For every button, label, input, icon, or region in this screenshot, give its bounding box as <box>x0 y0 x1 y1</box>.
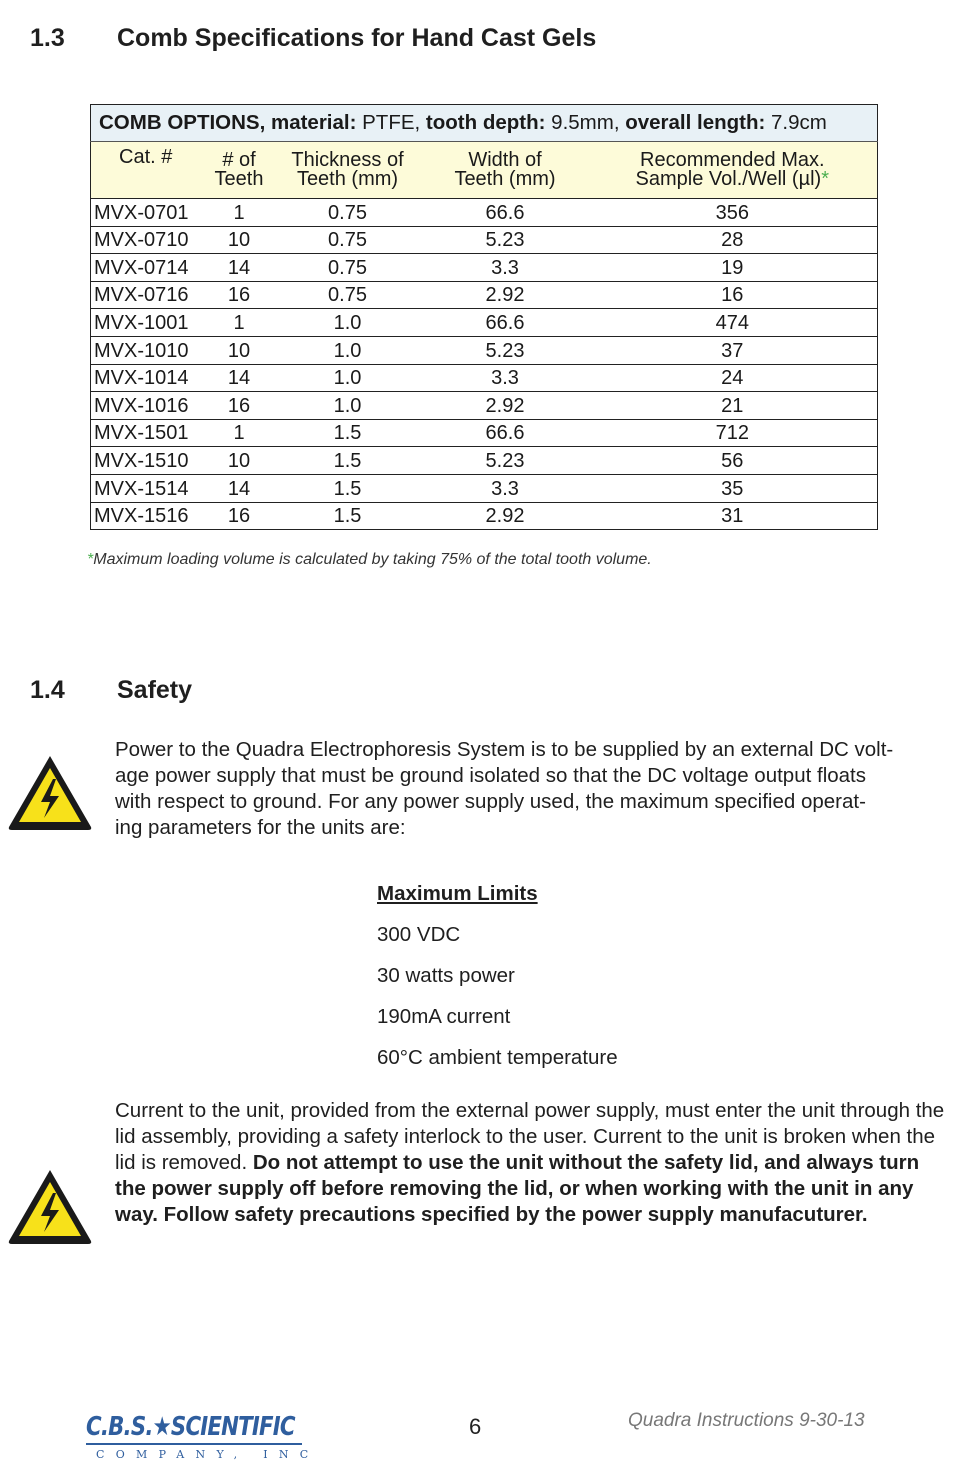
cell-thickness: 1.0 <box>273 364 423 392</box>
cell-teeth-count: 1 <box>206 199 273 227</box>
cell-cat-number: MVX-1514 <box>91 474 206 502</box>
cell-sample-volume: 16 <box>588 281 878 309</box>
caption-length-label: overall length: <box>625 111 766 134</box>
table-footnote <box>87 551 652 569</box>
cell-thickness: 0.75 <box>273 281 423 309</box>
cell-thickness: 0.75 <box>273 226 423 254</box>
table-row <box>91 309 878 337</box>
column-header-thickness: Thickness of Teeth (mm) <box>273 142 423 199</box>
high-voltage-warning-icon <box>6 752 94 832</box>
safety-warning-text: Do not attempt to use the unit without the safety lid, and always turn the power supply off before removing the lid, or when working with the unit in any way. Follow safety precautions specified by the power supply manufacuturer. <box>115 1151 920 1226</box>
cell-teeth-count: 14 <box>206 364 273 392</box>
column-header-teeth-count: # of Teeth <box>206 142 273 199</box>
cell-teeth-count: 1 <box>206 419 273 447</box>
limit-item: 190mA current <box>377 1005 511 1028</box>
table-caption-row <box>91 105 878 142</box>
logo-wordmark: C.B.S.★SCIENTIFIC <box>86 1412 295 1442</box>
column-header-sample-volume: Recommended Max. Sample Vol./Well (µl)* <box>588 142 878 199</box>
footnote-marker: * <box>821 168 829 190</box>
caption-material-label: COMB OPTIONS, material: <box>99 111 357 134</box>
safety-paragraph-lid <box>115 1098 945 1228</box>
column-header-width: Width of Teeth (mm) <box>423 142 588 199</box>
cell-teeth-count: 16 <box>206 392 273 420</box>
cell-cat-number: MVX-1516 <box>91 502 206 530</box>
cell-width: 5.23 <box>423 336 588 364</box>
cell-width: 66.6 <box>423 199 588 227</box>
cell-teeth-count: 14 <box>206 474 273 502</box>
cell-teeth-count: 10 <box>206 447 273 475</box>
column-header-cat: Cat. # <box>91 142 206 199</box>
company-logo <box>86 1412 326 1464</box>
cell-width: 2.92 <box>423 281 588 309</box>
section-number: 1.4 <box>30 676 65 704</box>
table-body <box>91 199 878 530</box>
safety-paragraph-power: Power to the Quadra Electrophoresis System is to be supplied by an external DC volt- age power supply that must be ground isolated so that the DC voltage output floats with respect to ground. For any power supply used, the maximum specified operat- ing parameters for the units are: <box>115 738 894 839</box>
cell-thickness: 1.0 <box>273 309 423 337</box>
cell-width: 2.92 <box>423 502 588 530</box>
high-voltage-warning-icon <box>6 1166 94 1246</box>
table-row <box>91 281 878 309</box>
table-row <box>91 502 878 530</box>
cell-width: 3.3 <box>423 364 588 392</box>
cell-width: 5.23 <box>423 226 588 254</box>
cell-thickness: 1.5 <box>273 447 423 475</box>
cell-sample-volume: 31 <box>588 502 878 530</box>
cell-width: 66.6 <box>423 419 588 447</box>
cell-sample-volume: 712 <box>588 419 878 447</box>
logo-subtitle: COMPANY, INC <box>96 1448 320 1461</box>
cell-sample-volume: 56 <box>588 447 878 475</box>
cell-sample-volume: 28 <box>588 226 878 254</box>
footnote-text: Maximum loading volume is calculated by taking 75% of the total tooth volume. <box>93 551 652 568</box>
caption-depth-value: 9.5mm, <box>545 111 626 134</box>
cell-sample-volume: 37 <box>588 336 878 364</box>
cell-cat-number: MVX-1014 <box>91 364 206 392</box>
table-row <box>91 392 878 420</box>
cell-width: 66.6 <box>423 309 588 337</box>
table-row <box>91 364 878 392</box>
cell-teeth-count: 16 <box>206 502 273 530</box>
cell-cat-number: MVX-0710 <box>91 226 206 254</box>
section-title: Comb Specifications for Hand Cast Gels <box>117 24 597 52</box>
cell-cat-number: MVX-1010 <box>91 336 206 364</box>
cell-width: 3.3 <box>423 254 588 282</box>
cell-sample-volume: 474 <box>588 309 878 337</box>
safety-text: Current to the unit, provided from the external power supply, must enter the unit through the lid assembly, providing a safety interlock to the user. Current to the unit is broken when the lid is removed. <box>115 1099 945 1174</box>
table-caption <box>91 105 878 142</box>
cell-sample-volume: 35 <box>588 474 878 502</box>
table-row <box>91 474 878 502</box>
cell-cat-number: MVX-1001 <box>91 309 206 337</box>
cell-thickness: 1.5 <box>273 474 423 502</box>
cell-cat-number: MVX-0714 <box>91 254 206 282</box>
caption-length-value: 7.9cm <box>765 111 827 134</box>
limits-heading: Maximum Limits <box>377 882 538 905</box>
cell-cat-number: MVX-0701 <box>91 199 206 227</box>
cell-sample-volume: 19 <box>588 254 878 282</box>
table-header-row <box>91 142 878 199</box>
comb-specifications-table <box>90 104 878 530</box>
cell-thickness: 0.75 <box>273 254 423 282</box>
cell-thickness: 1.0 <box>273 336 423 364</box>
table-row <box>91 226 878 254</box>
table-row <box>91 254 878 282</box>
section-number: 1.3 <box>30 24 65 52</box>
cell-cat-number: MVX-0716 <box>91 281 206 309</box>
cell-teeth-count: 14 <box>206 254 273 282</box>
table-row <box>91 336 878 364</box>
maximum-limits-list <box>377 882 618 1087</box>
cell-sample-volume: 21 <box>588 392 878 420</box>
cell-cat-number: MVX-1016 <box>91 392 206 420</box>
table-row <box>91 199 878 227</box>
table-row <box>91 419 878 447</box>
cell-thickness: 0.75 <box>273 199 423 227</box>
cell-teeth-count: 10 <box>206 336 273 364</box>
cell-sample-volume: 356 <box>588 199 878 227</box>
logo-rule <box>86 1443 302 1445</box>
cell-cat-number: MVX-1501 <box>91 419 206 447</box>
limit-item: 60°C ambient temperature <box>377 1046 618 1069</box>
cell-sample-volume: 24 <box>588 364 878 392</box>
cell-width: 5.23 <box>423 447 588 475</box>
cell-thickness: 1.5 <box>273 502 423 530</box>
table-row <box>91 447 878 475</box>
document-reference: Quadra Instructions 9-30-13 <box>628 1410 865 1431</box>
cell-width: 2.92 <box>423 392 588 420</box>
caption-material-value: PTFE, <box>356 111 426 134</box>
page-number: 6 <box>469 1414 482 1439</box>
cell-teeth-count: 16 <box>206 281 273 309</box>
cell-thickness: 1.5 <box>273 419 423 447</box>
limit-item: 300 VDC <box>377 923 461 946</box>
caption-depth-label: tooth depth: <box>425 111 546 134</box>
cell-width: 3.3 <box>423 474 588 502</box>
cell-teeth-count: 1 <box>206 309 273 337</box>
cell-thickness: 1.0 <box>273 392 423 420</box>
limit-item: 30 watts power <box>377 964 515 987</box>
cell-teeth-count: 10 <box>206 226 273 254</box>
section-title: Safety <box>117 676 193 704</box>
footnote-marker: * <box>87 551 94 568</box>
cell-cat-number: MVX-1510 <box>91 447 206 475</box>
